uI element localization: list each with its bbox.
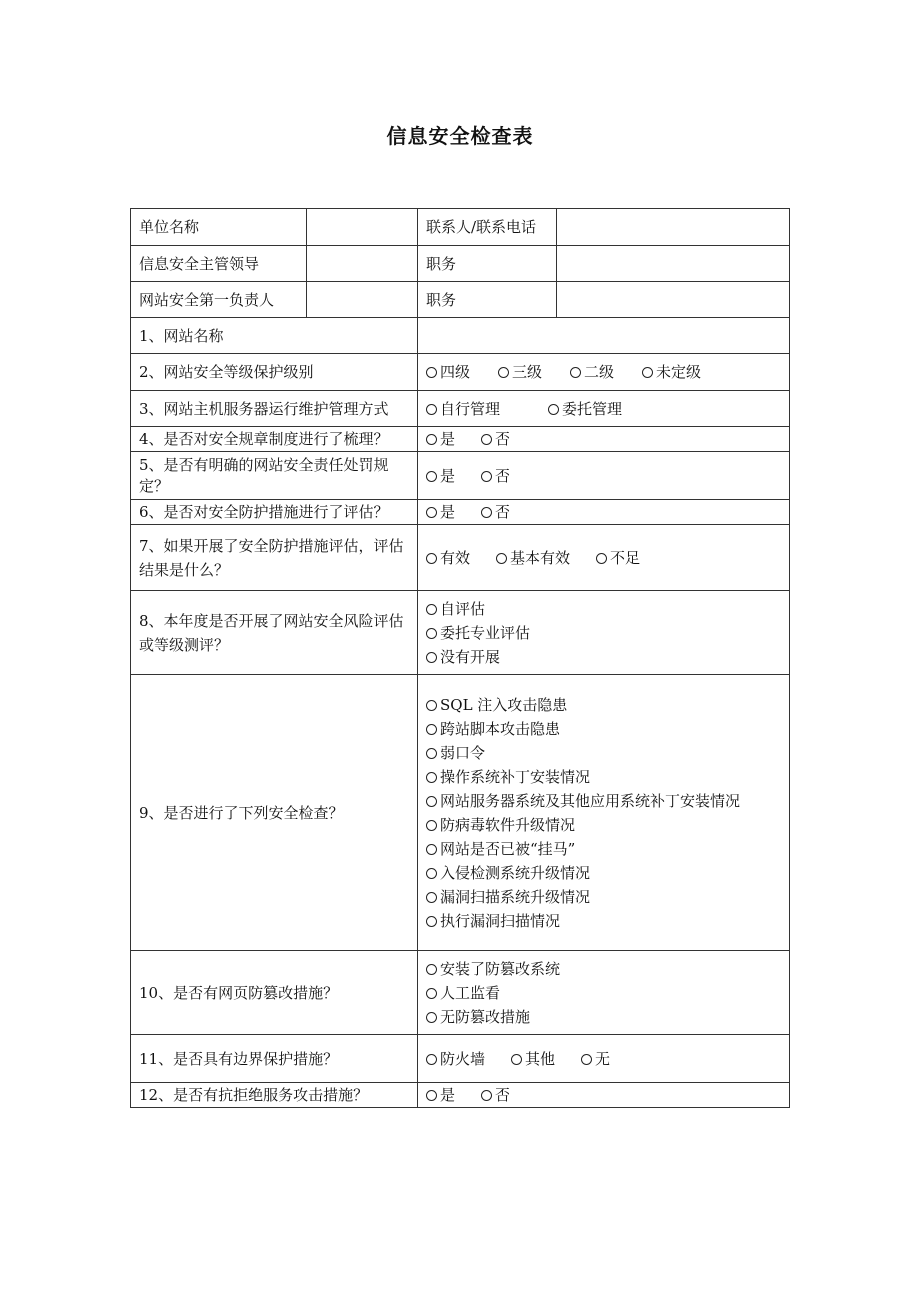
radio-option-label: 是 bbox=[440, 430, 456, 448]
radio-option[interactable] bbox=[426, 693, 781, 717]
question-text: 7、如果开展了安全防护措施评估，评估结果是什么？ bbox=[131, 525, 418, 591]
question-text: 1、网站名称 bbox=[131, 318, 418, 354]
radio-option[interactable] bbox=[426, 1083, 455, 1107]
page-title: 信息安全检查表 bbox=[386, 124, 534, 148]
unit-name-field[interactable] bbox=[307, 209, 418, 246]
radio-circle-icon[interactable] bbox=[481, 434, 492, 445]
radio-option-label: 是 bbox=[440, 466, 456, 485]
radio-option[interactable] bbox=[481, 464, 510, 488]
answer-cell bbox=[418, 354, 790, 391]
radio-option[interactable] bbox=[426, 717, 781, 741]
radio-option[interactable] bbox=[481, 427, 510, 451]
radio-option[interactable] bbox=[481, 1083, 510, 1107]
radio-option-label: 否 bbox=[495, 1086, 511, 1104]
radio-option-label: 网站服务器系统及其他应用系统补丁安装情况 bbox=[440, 791, 741, 810]
radio-option[interactable] bbox=[570, 360, 614, 384]
radio-option[interactable] bbox=[426, 741, 781, 765]
question-text: 2、网站安全等级保护级别 bbox=[131, 354, 418, 391]
question-text: 8、本年度是否开展了网站安全风险评估或等级测评？ bbox=[131, 591, 418, 675]
radio-option-label: 否 bbox=[495, 466, 511, 485]
radio-circle-icon[interactable] bbox=[581, 1054, 592, 1065]
radio-option-label: 漏洞扫描系统升级情况 bbox=[440, 887, 591, 906]
radio-circle-icon[interactable] bbox=[426, 748, 437, 759]
radio-circle-icon[interactable] bbox=[426, 916, 437, 927]
radio-option[interactable] bbox=[426, 909, 781, 933]
radio-option[interactable] bbox=[426, 1047, 485, 1071]
question-text: 5、是否有明确的网站安全责任处罚规定？ bbox=[131, 452, 418, 500]
radio-option-label: 委托管理 bbox=[562, 399, 623, 418]
radio-circle-icon[interactable] bbox=[496, 553, 507, 564]
answer-cell bbox=[418, 675, 790, 951]
question-text: 10、是否有网页防篡改措施？ bbox=[131, 951, 418, 1035]
question-text: 11、是否具有边界保护措施？ bbox=[131, 1035, 418, 1083]
security-check-table bbox=[130, 208, 790, 1108]
header-row bbox=[131, 246, 790, 282]
answer-cell bbox=[418, 951, 790, 1035]
radio-option[interactable] bbox=[426, 957, 781, 981]
radio-circle-icon[interactable] bbox=[426, 1012, 437, 1023]
radio-option-label: 未定级 bbox=[656, 363, 702, 381]
answer-cell bbox=[418, 1083, 790, 1108]
contact-label: 联系人/联系电话 bbox=[418, 209, 557, 246]
question-text: 9、是否进行了下列安全检查？ bbox=[131, 675, 418, 951]
question-row bbox=[131, 951, 790, 1035]
radio-option-label: 三级 bbox=[512, 363, 543, 381]
radio-circle-icon[interactable] bbox=[498, 367, 509, 378]
radio-option[interactable] bbox=[496, 546, 570, 570]
radio-option-label: 入侵检测系统升级情况 bbox=[440, 863, 591, 882]
question-row bbox=[131, 675, 790, 951]
radio-option-label: 四级 bbox=[440, 363, 471, 381]
radio-option[interactable] bbox=[426, 885, 781, 909]
radio-circle-icon[interactable] bbox=[426, 1090, 437, 1101]
unit-name-label: 单位名称 bbox=[131, 209, 307, 246]
answer-cell bbox=[418, 591, 790, 675]
radio-option[interactable] bbox=[581, 1047, 610, 1071]
radio-option-label: 否 bbox=[495, 430, 511, 448]
radio-option[interactable] bbox=[426, 861, 781, 885]
security-leader-field[interactable] bbox=[307, 246, 418, 282]
radio-circle-icon[interactable] bbox=[426, 604, 437, 615]
radio-option-label: 执行漏洞扫描情况 bbox=[440, 911, 561, 930]
radio-option-label: 安装了防篡改系统 bbox=[440, 959, 561, 978]
radio-circle-icon[interactable] bbox=[426, 507, 437, 518]
radio-circle-icon[interactable] bbox=[570, 367, 581, 378]
radio-circle-icon[interactable] bbox=[426, 471, 437, 482]
radio-circle-icon[interactable] bbox=[426, 700, 437, 711]
radio-option[interactable] bbox=[481, 500, 510, 524]
radio-option-label: 否 bbox=[495, 503, 511, 521]
radio-option-label: 是 bbox=[440, 503, 456, 521]
radio-circle-icon[interactable] bbox=[426, 404, 437, 415]
answer-cell bbox=[418, 391, 790, 427]
position-field[interactable] bbox=[557, 282, 790, 318]
radio-option-label: 二级 bbox=[584, 363, 615, 381]
answer-cell bbox=[418, 427, 790, 452]
radio-option-label: 基本有效 bbox=[510, 548, 571, 567]
position-label: 职务 bbox=[418, 282, 557, 318]
radio-circle-icon[interactable] bbox=[426, 724, 437, 735]
header-row bbox=[131, 282, 790, 318]
radio-option[interactable] bbox=[596, 546, 640, 570]
radio-option[interactable] bbox=[426, 1005, 781, 1029]
question-text: 3、网站主机服务器运行维护管理方式 bbox=[131, 391, 418, 427]
radio-option-label: 委托专业评估 bbox=[440, 623, 531, 642]
contact-field[interactable] bbox=[557, 209, 790, 246]
question-row bbox=[131, 452, 790, 500]
radio-option-label: 跨站脚本攻击隐患 bbox=[440, 719, 561, 738]
answer-cell bbox=[418, 500, 790, 525]
radio-circle-icon[interactable] bbox=[426, 367, 437, 378]
radio-option[interactable] bbox=[548, 397, 622, 421]
answer-cell bbox=[418, 318, 790, 354]
position-field[interactable] bbox=[557, 246, 790, 282]
question-row bbox=[131, 354, 790, 391]
radio-circle-icon[interactable] bbox=[481, 507, 492, 518]
radio-circle-icon[interactable] bbox=[426, 868, 437, 879]
radio-circle-icon[interactable] bbox=[426, 553, 437, 564]
question-row bbox=[131, 391, 790, 427]
radio-circle-icon[interactable] bbox=[642, 367, 653, 378]
position-label: 职务 bbox=[418, 246, 557, 282]
radio-option[interactable] bbox=[426, 765, 781, 789]
radio-option-label: 防病毒软件升级情况 bbox=[440, 815, 576, 834]
radio-circle-icon[interactable] bbox=[426, 1054, 437, 1065]
radio-option[interactable] bbox=[426, 645, 781, 669]
question-row bbox=[131, 318, 790, 354]
radio-option[interactable] bbox=[426, 621, 781, 645]
radio-option[interactable] bbox=[426, 397, 500, 421]
radio-circle-icon[interactable] bbox=[426, 844, 437, 855]
radio-option-label: 自评估 bbox=[440, 599, 486, 618]
radio-circle-icon[interactable] bbox=[426, 964, 437, 975]
radio-option-label: 无防篡改措施 bbox=[440, 1007, 531, 1026]
radio-option-label: 不足 bbox=[610, 548, 641, 567]
question-row bbox=[131, 500, 790, 525]
website-responsible-field[interactable] bbox=[307, 282, 418, 318]
question-text: 4、是否对安全规章制度进行了梳理？ bbox=[131, 427, 418, 452]
radio-circle-icon[interactable] bbox=[426, 628, 437, 639]
radio-option[interactable] bbox=[426, 546, 470, 570]
radio-option[interactable] bbox=[426, 427, 455, 451]
radio-circle-icon[interactable] bbox=[426, 820, 437, 831]
radio-option[interactable] bbox=[426, 837, 781, 861]
radio-option[interactable] bbox=[426, 789, 781, 813]
radio-option-label: 自行管理 bbox=[440, 399, 501, 418]
radio-option[interactable] bbox=[426, 981, 781, 1005]
header-row bbox=[131, 209, 790, 246]
radio-circle-icon[interactable] bbox=[511, 1054, 522, 1065]
radio-option-label: 防火墙 bbox=[440, 1049, 486, 1068]
answer-cell bbox=[418, 525, 790, 591]
radio-option-label: 其他 bbox=[525, 1049, 556, 1068]
radio-option-label: 无 bbox=[595, 1049, 611, 1068]
radio-option-label: 人工监看 bbox=[440, 983, 501, 1002]
radio-circle-icon[interactable] bbox=[548, 404, 559, 415]
radio-option-label: 有效 bbox=[440, 548, 471, 567]
answer-cell bbox=[418, 452, 790, 500]
question-row bbox=[131, 427, 790, 452]
question-row bbox=[131, 591, 790, 675]
radio-option[interactable] bbox=[642, 360, 701, 384]
radio-option[interactable] bbox=[511, 1047, 555, 1071]
radio-option[interactable] bbox=[426, 500, 455, 524]
radio-option[interactable] bbox=[426, 597, 781, 621]
answer-cell bbox=[418, 1035, 790, 1083]
radio-option[interactable] bbox=[426, 813, 781, 837]
radio-option-label: 弱口令 bbox=[440, 743, 486, 762]
radio-circle-icon[interactable] bbox=[426, 796, 437, 807]
radio-option-label: 没有开展 bbox=[440, 647, 501, 666]
radio-option[interactable] bbox=[498, 360, 542, 384]
radio-circle-icon[interactable] bbox=[426, 892, 437, 903]
radio-circle-icon[interactable] bbox=[426, 652, 437, 663]
radio-circle-icon[interactable] bbox=[596, 553, 607, 564]
radio-option[interactable] bbox=[426, 360, 470, 384]
radio-circle-icon[interactable] bbox=[481, 471, 492, 482]
question-text: 12、是否有抗拒绝服务攻击措施？ bbox=[131, 1083, 418, 1108]
security-leader-label: 信息安全主管领导 bbox=[131, 246, 307, 282]
question-row bbox=[131, 1083, 790, 1108]
radio-circle-icon[interactable] bbox=[426, 434, 437, 445]
radio-circle-icon[interactable] bbox=[426, 988, 437, 999]
radio-circle-icon[interactable] bbox=[426, 772, 437, 783]
radio-option[interactable] bbox=[426, 464, 455, 488]
question-row bbox=[131, 525, 790, 591]
radio-option-label: 是 bbox=[440, 1086, 456, 1104]
website-responsible-label: 网站安全第一负责人 bbox=[131, 282, 307, 318]
radio-option-label: 操作系统补丁安装情况 bbox=[440, 767, 591, 786]
question-row bbox=[131, 1035, 790, 1083]
radio-option-label: SQL 注入攻击隐患 bbox=[440, 695, 568, 714]
question-text: 6、是否对安全防护措施进行了评估？ bbox=[131, 500, 418, 525]
radio-option-label: 网站是否已被“挂马” bbox=[440, 839, 576, 858]
radio-circle-icon[interactable] bbox=[481, 1090, 492, 1101]
